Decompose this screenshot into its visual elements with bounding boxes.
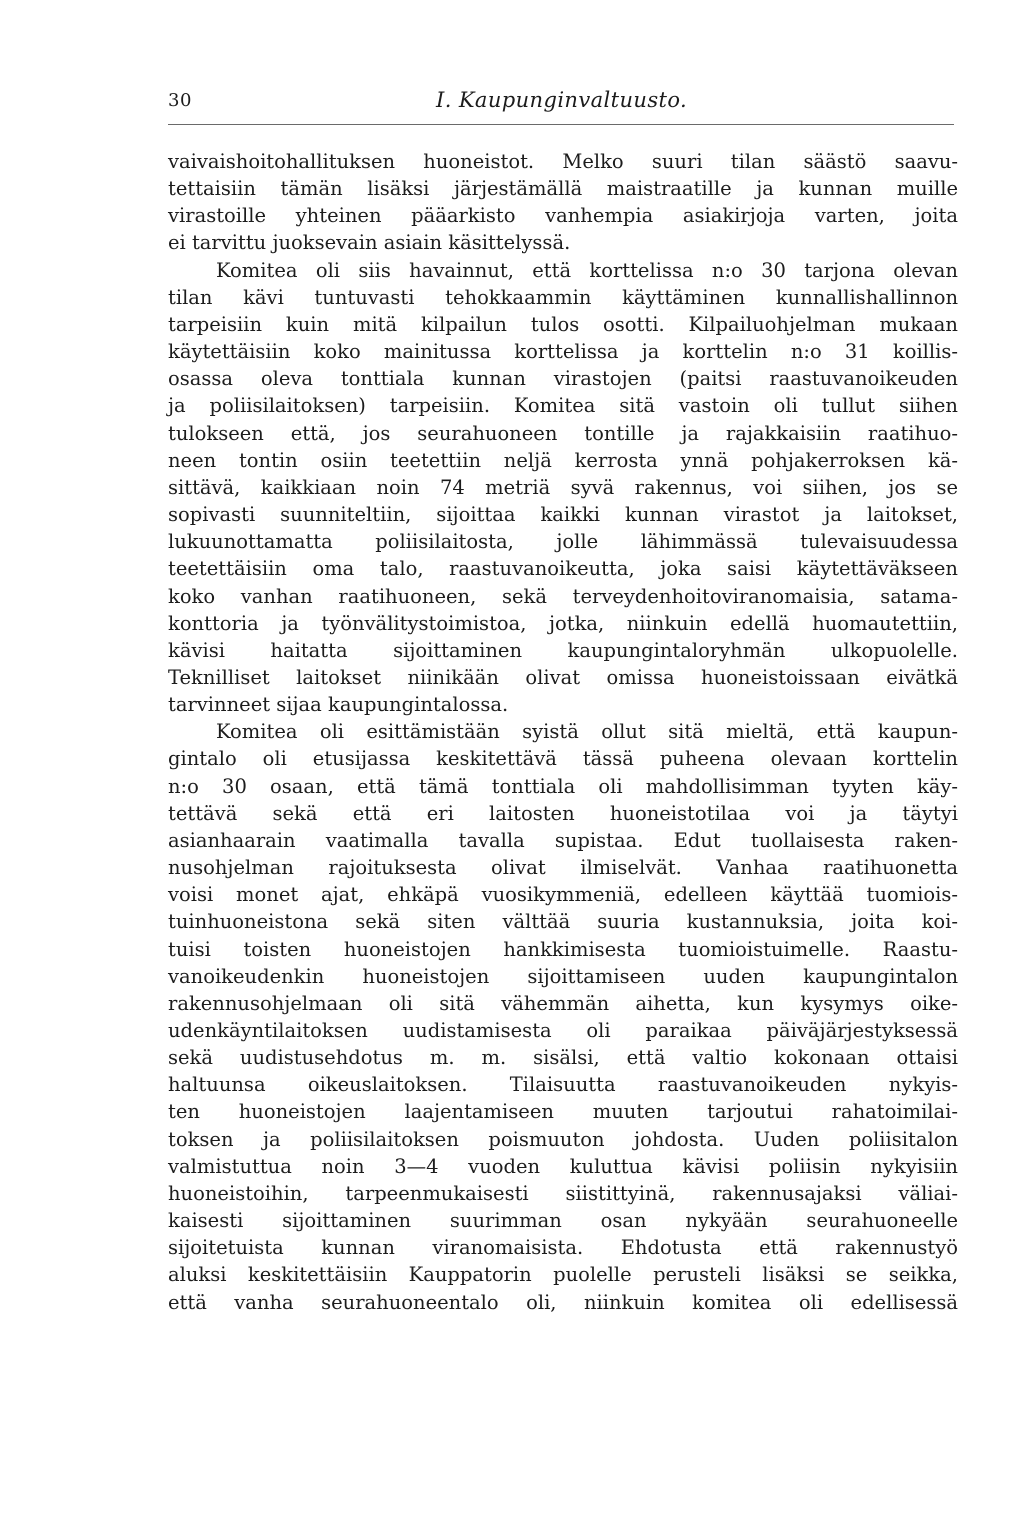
text-line: Teknilliset laitokset niinikään olivat omissa huoneistoissaan eivätkä xyxy=(168,665,958,689)
text-line: huoneistoihin, tarpeenmukaisesti siistittyinä, rakennusajaksi väliai- xyxy=(168,1181,958,1205)
text-line: ja poliisilaitoksen) tarpeisiin. Komitea sitä vastoin oli tullut siihen xyxy=(168,394,958,418)
text-line: konttoria ja työnvälitystoimistoa, jotka, niinkuin edellä huomautettiin, xyxy=(168,611,958,635)
text-line: nusohjelman rajoituksesta olivat ilmiselvät. Vanhaa raatihuonetta xyxy=(168,856,958,880)
text-line: lukuunottamatta poliisilaitosta, jolle lähimmässä tulevaisuudessa xyxy=(168,530,958,554)
text-line: tettävä sekä että eri laitosten huoneistotilaa voi ja täytyi xyxy=(168,801,958,825)
text-line: ten huoneistojen laajentamiseen muuten tarjoutui rahatoimilai- xyxy=(168,1100,958,1124)
text-line: asianhaarain vaatimalla tavalla supistaa. Edut tuollaisesta raken- xyxy=(168,828,958,852)
text-line: Komitea oli siis havainnut, että korttelissa n:o 30 tarjona olevan xyxy=(216,258,958,282)
page-number: 30 xyxy=(168,90,192,111)
text-line: vanoikeudenkin huoneistojen sijoittamiseen uuden kaupungintalon xyxy=(168,964,958,988)
text-line: että vanha seurahuoneentalo oli, niinkuin komitea oli edellisessä xyxy=(168,1290,958,1314)
text-line: voisi monet ajat, ehkäpä vuosikymmeniä, edelleen käyttää tuomiois- xyxy=(168,883,958,907)
text-line: aluksi keskitettäisiin Kauppatorin puolelle perusteli lisäksi se seikka, xyxy=(168,1263,958,1287)
text-line: udenkäyntilaitoksen uudistamisesta oli paraikaa päiväjärjestyksessä xyxy=(168,1019,958,1042)
header-rule xyxy=(168,124,954,125)
running-head xyxy=(168,88,954,118)
text-line: rakennusohjelmaan oli sitä vähemmän aihetta, kun kysymys oike- xyxy=(168,991,958,1015)
text-line: tuinhuoneistona sekä siten välttää suuria kustannuksia, joita koi- xyxy=(168,910,958,934)
text-line: n:o 30 osaan, että tämä tonttiala oli mahdollisimman tyyten käy- xyxy=(168,774,958,798)
text-line: osassa oleva tonttiala kunnan virastojen (paitsi raastuvanoikeuden xyxy=(168,367,958,391)
text-line: sijoitetuista kunnan viranomaisista. Ehdotusta että rakennustyö xyxy=(168,1236,958,1260)
text-line: käytettäisiin koko mainitussa korttelissa ja korttelin n:o 31 koillis- xyxy=(168,340,958,364)
text-line: koko vanhan raatihuoneen, sekä terveydenhoitoviranomaisia, satama- xyxy=(168,584,958,608)
text-line: gintalo oli etusijassa keskitettävä tässä puheena olevaan korttelin xyxy=(168,747,958,771)
body-text xyxy=(168,148,958,1316)
text-line: sekä uudistusehdotus m. m. sisälsi, että valtio kokonaan ottaisi xyxy=(168,1046,958,1070)
text-line: kaisesti sijoittaminen suurimman osan nykyään seurahuoneelle xyxy=(168,1209,958,1233)
text-line: tilan kävi tuntuvasti tehokkaammin käyttäminen kunnallishallinnon xyxy=(168,285,958,309)
text-line: tettaisiin tämän lisäksi järjestämällä maistraatille ja kunnan muille xyxy=(168,177,958,201)
running-title: I. Kaupunginvaltuusto. xyxy=(436,88,688,112)
text-line: neen tontin osiin teetettiin neljä kerrosta ynnä pohjakerroksen kä- xyxy=(168,448,958,472)
text-line: sopivasti suunniteltiin, sijoittaa kaikki kunnan virastot ja laitokset, xyxy=(168,503,958,527)
text-line: haltuunsa oikeuslaitoksen. Tilaisuutta raastuvanoikeuden nykyis- xyxy=(168,1073,958,1097)
text-line: ei tarvittu juoksevain asiain käsittelyssä. xyxy=(168,231,571,255)
text-line: virastoille yhteinen pääarkisto vanhempia asiakirjoja varten, joita xyxy=(168,204,958,228)
text-line: tarvinneet sijaa kaupungintalossa. xyxy=(168,693,509,717)
text-line: vaivaishoitohallituksen huoneistot. Melko suuri tilan säästö saavu- xyxy=(168,150,958,173)
text-line: sittävä, kaikkiaan noin 74 metriä syvä rakennus, voi siihen, jos se xyxy=(168,475,958,499)
text-line: tuisi toisten huoneistojen hankkimisesta tuomioistuimelle. Raastu- xyxy=(168,937,958,961)
text-line: kävisi haitatta sijoittaminen kaupungintaloryhmän ulkopuolelle. xyxy=(168,638,958,662)
text-line: teetettäisiin oma talo, raastuvanoikeutta, joka saisi käytettäväkseen xyxy=(168,557,958,581)
text-line: tarpeisiin kuin mitä kilpailun tulos osotti. Kilpailuohjelman mukaan xyxy=(168,312,958,336)
text-line: Komitea oli esittämistään syistä ollut sitä mieltä, että kaupun- xyxy=(216,720,958,744)
text-line: tulokseen että, jos seurahuoneen tontille ja rajakkaisiin raatihuo- xyxy=(168,421,958,445)
text-line: valmistuttua noin 3—4 vuoden kuluttua kävisi poliisin nykyisiin xyxy=(168,1154,958,1178)
text-line: toksen ja poliisilaitoksen poismuuton johdosta. Uuden poliisitalon xyxy=(168,1127,958,1151)
